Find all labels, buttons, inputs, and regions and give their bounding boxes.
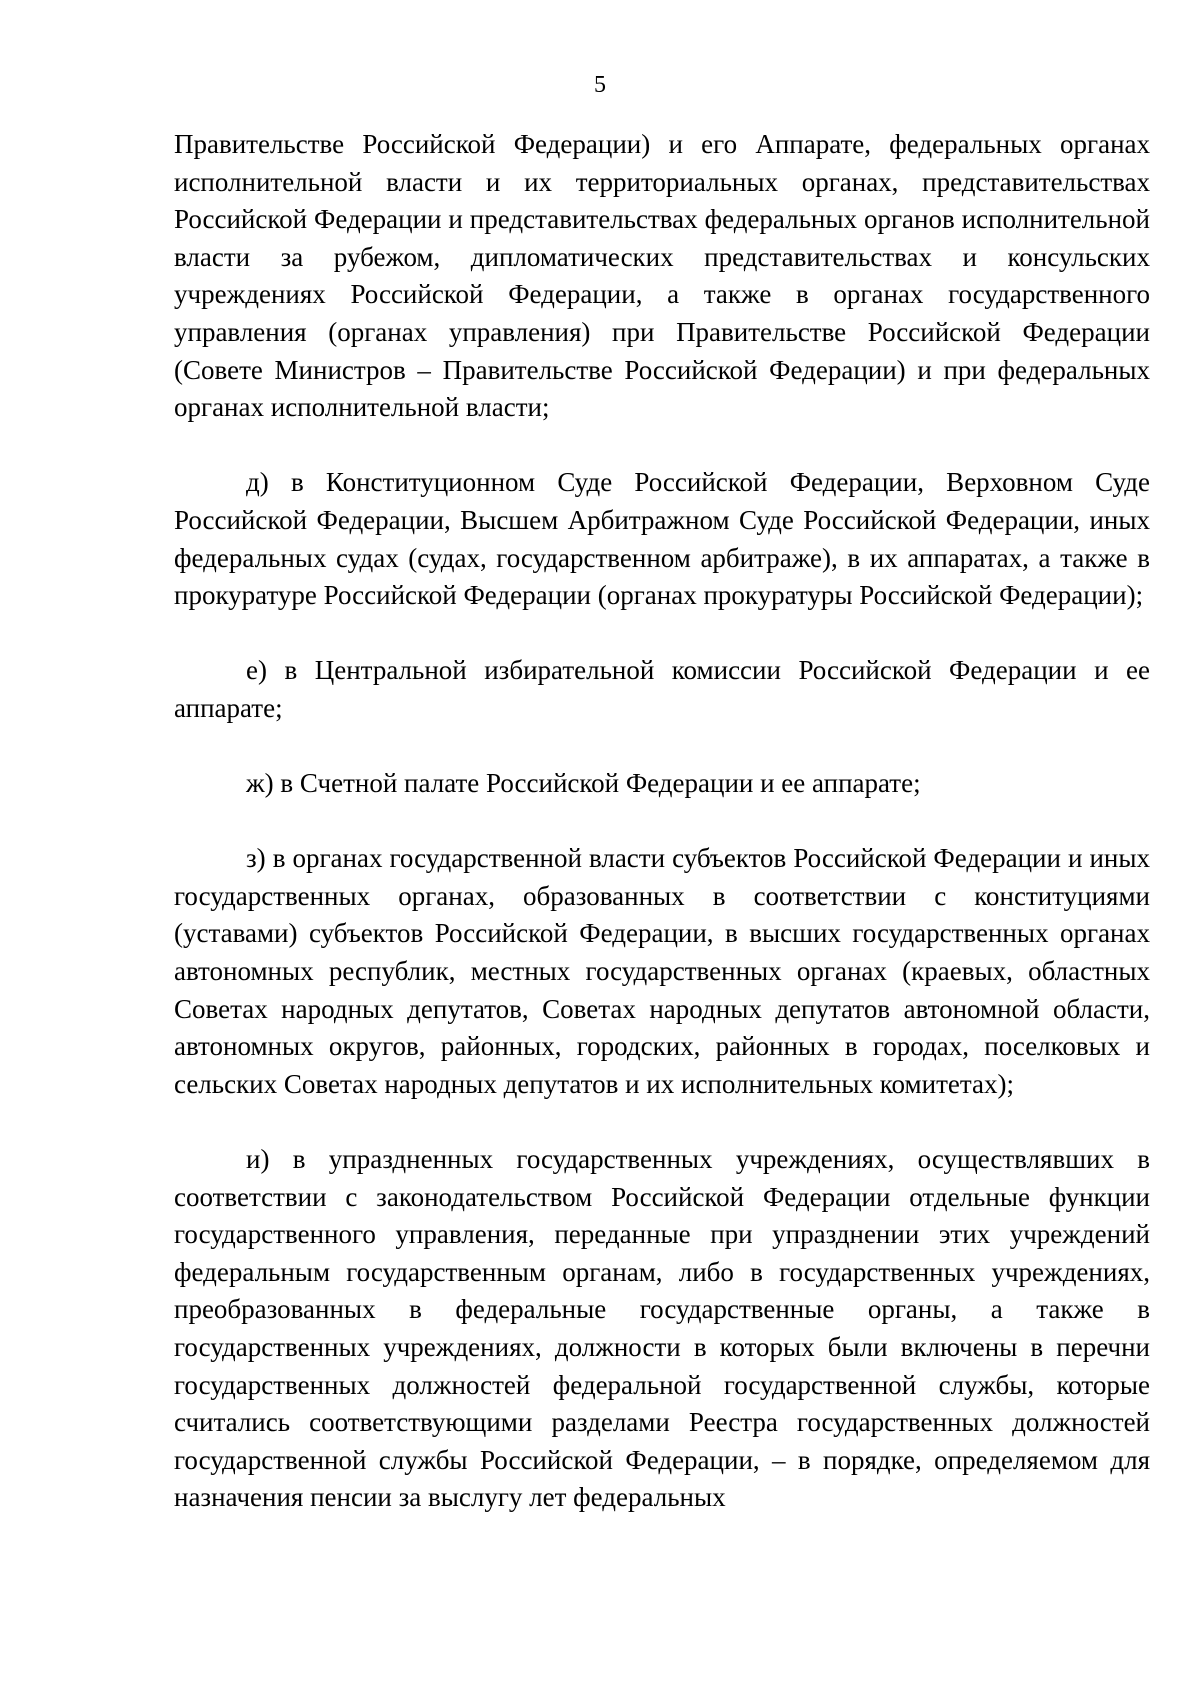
paragraph-gap [174,803,1150,841]
document-body [174,126,1150,1517]
paragraph-gap [174,1103,1150,1141]
paragraph-item-z: з) в органах государственной власти субъектов Российской Федерации и иных государственных органах, образованных в соответствии с конституциями (уставами) субъектов Российской Федерации, в высших государственных органах автономных республик, местных государственных органах (краевых, областных Советах народных депутатов, Советах народных депутатов автономной области, автономных округов, районных, городских, районных в городах, поселковых и сельских Советах народных депутатов и их исполнительных комитетах); [174,843,1150,1099]
paragraph-item-d: д) в Конституционном Суде Российской Федерации, Верховном Суде Российской Федерации, Высшем Арбитражном Суде Российской Федерации, иных федеральных судах (судах, государственном арбитраже), в их аппаратах, а также в прокуратуре Российской Федерации (органах прокуратуры Российской Федерации); [174,467,1150,611]
paragraph-gap [174,728,1150,766]
paragraph-item-zh: ж) в Счетной палате Российской Федерации и ее аппарате; [246,768,921,799]
paragraph-gap [174,427,1150,465]
paragraph-item-i: и) в упраздненных государственных учреждениях, осуществлявших в соответствии с законодательством Российской Федерации отдельные функции государственного управления, переданные при упразднении этих учреждений федеральным государственным органам, либо в государственных учреждениях, преобразованных в федеральные государственные органы, а также в государственных учреждениях, должности в которых были включены в перечни государственных должностей федеральной государственной службы, которые считались соответствующими разделами Реестра государственных должностей государственной службы Российской Федерации, – в порядке, определяемом для назначения пенсии за выслугу лет федеральных [174,1144,1150,1513]
paragraph-item-e: е) в Центральной избирательной комиссии Российской Федерации и ее аппарате; [174,655,1150,723]
paragraph-gap [174,615,1150,653]
page-number: 5 [594,72,606,98]
paragraph-continuation: Правительстве Российской Федерации) и его Аппарате, федеральных органах исполнительной власти и их территориальных органах, представительствах Российской Федерации и представительствах федеральных органов исполнительной власти за рубежом, дипломатических представительствах и консульских учреждениях Российской Федерации, а также в органах государственного управления (органах управления) при Правительстве Российской Федерации (Совете Министров – Правительстве Российской Федерации) и при федеральных органах исполнительной власти; [174,129,1150,423]
